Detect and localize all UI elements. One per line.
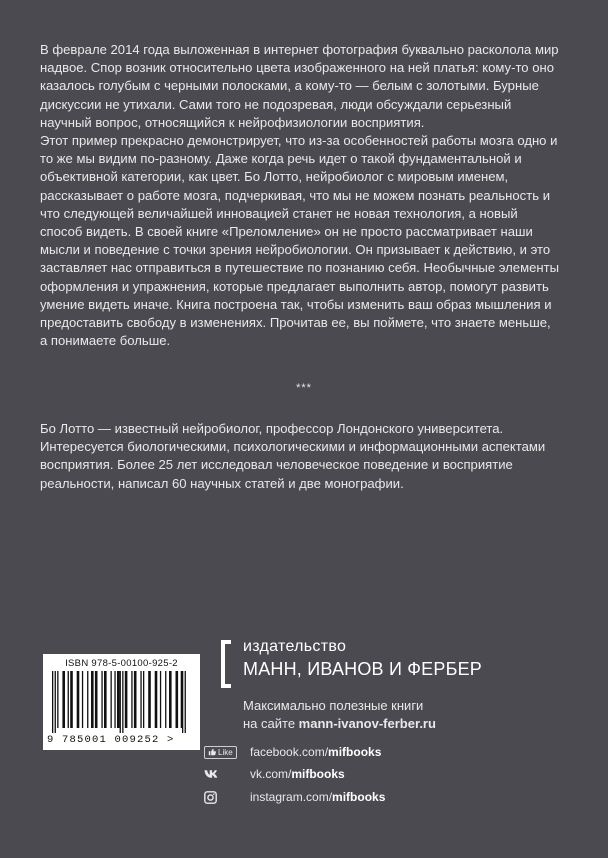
instagram-handle: mifbooks xyxy=(332,790,386,804)
vk-icon xyxy=(204,769,232,779)
instagram-url-prefix: instagram.com/ xyxy=(250,790,333,804)
publisher-bracket-icon xyxy=(221,640,231,688)
publisher-tagline xyxy=(243,697,436,733)
vk-handle: mifbooks xyxy=(291,767,345,781)
author-bio: Бо Лотто — известный нейробиолог, профессор Лондонского университета. Интересуется биологическими, психологическими и информационными аспектами восприятия. Более 25 лет исследовал человеческое поведение и восприятие реальности, написал 60 научных статей и две монографии. xyxy=(40,421,546,491)
vk-url-prefix: vk.com/ xyxy=(250,767,292,781)
facebook-like-icon xyxy=(204,746,232,759)
publisher-name: МАНН, ИВАНОВ И ФЕРБЕР xyxy=(243,659,483,679)
social-vk[interactable] xyxy=(204,767,345,781)
publisher-prefix: издательство xyxy=(243,638,347,655)
facebook-url-prefix: facebook.com/ xyxy=(250,745,329,759)
annotation-paragraph-1: В феврале 2014 года выложенная в интернет фотография буквально расколола мир надвое. Спор возник относительно цвета изображенного на ней платья: кому-то оно казалось голубым с черными полосками, а кому-то — белым с золотыми. Бурные дискуссии не утихали. Сами того не подозревая, люди обсуждали серьезный научный вопрос, относящийся к нейрофизиологии восприятия. xyxy=(40,42,559,130)
like-badge-label: Like xyxy=(218,747,233,757)
facebook-handle: mifbooks xyxy=(328,745,382,759)
annotation-paragraph-2: Этот пример прекрасно демонстрирует, что из-за особенностей работы мозга одно и то же мы видим по-разному. Даже когда речь идет о такой фундаментальной и объективной категории, как цвет. Бо Лотто, нейробиолог с мировым именем, рассказывает о работе мозга, подчеркивая, что мы не можем познать реальность и что следующей величайшей инновацией станет не новая технология, а новый способ видеть. В своей книге «Преломление» он не просто рассматривает наши мысли и поведение с точки зрения нейробиологии. Он призывает к действию, и это заставляет нас отправиться в путешествие по познанию себя. Необычные элементы оформления и упражнения, которые предлагает выполнить автор, помогут развить умение видеть иначе. Книга построена так, чтобы изменить ваш образ мышления и предоставить свободу в изменениях. Прочитав ее, вы поймете, что знаете меньше, а понимаете больше. xyxy=(40,133,559,349)
publisher-website-link[interactable]: mann-ivanov-ferber.ru xyxy=(298,716,436,731)
isbn-label: ISBN 978-5-00100-925-2 xyxy=(65,658,178,669)
book-annotation xyxy=(40,41,560,350)
isbn-barcode xyxy=(43,654,200,750)
section-separator: *** xyxy=(296,382,312,394)
social-instagram[interactable] xyxy=(204,790,385,804)
barcode-graphic xyxy=(48,671,195,733)
instagram-icon xyxy=(204,791,232,804)
tagline-line-2 xyxy=(243,715,436,733)
tagline-line-1: Максимально полезные книги xyxy=(243,698,424,713)
social-facebook[interactable] xyxy=(204,745,381,759)
barcode-digits: 9 785001 009252 > xyxy=(47,734,175,746)
tagline-prefix: на сайте xyxy=(243,716,299,731)
